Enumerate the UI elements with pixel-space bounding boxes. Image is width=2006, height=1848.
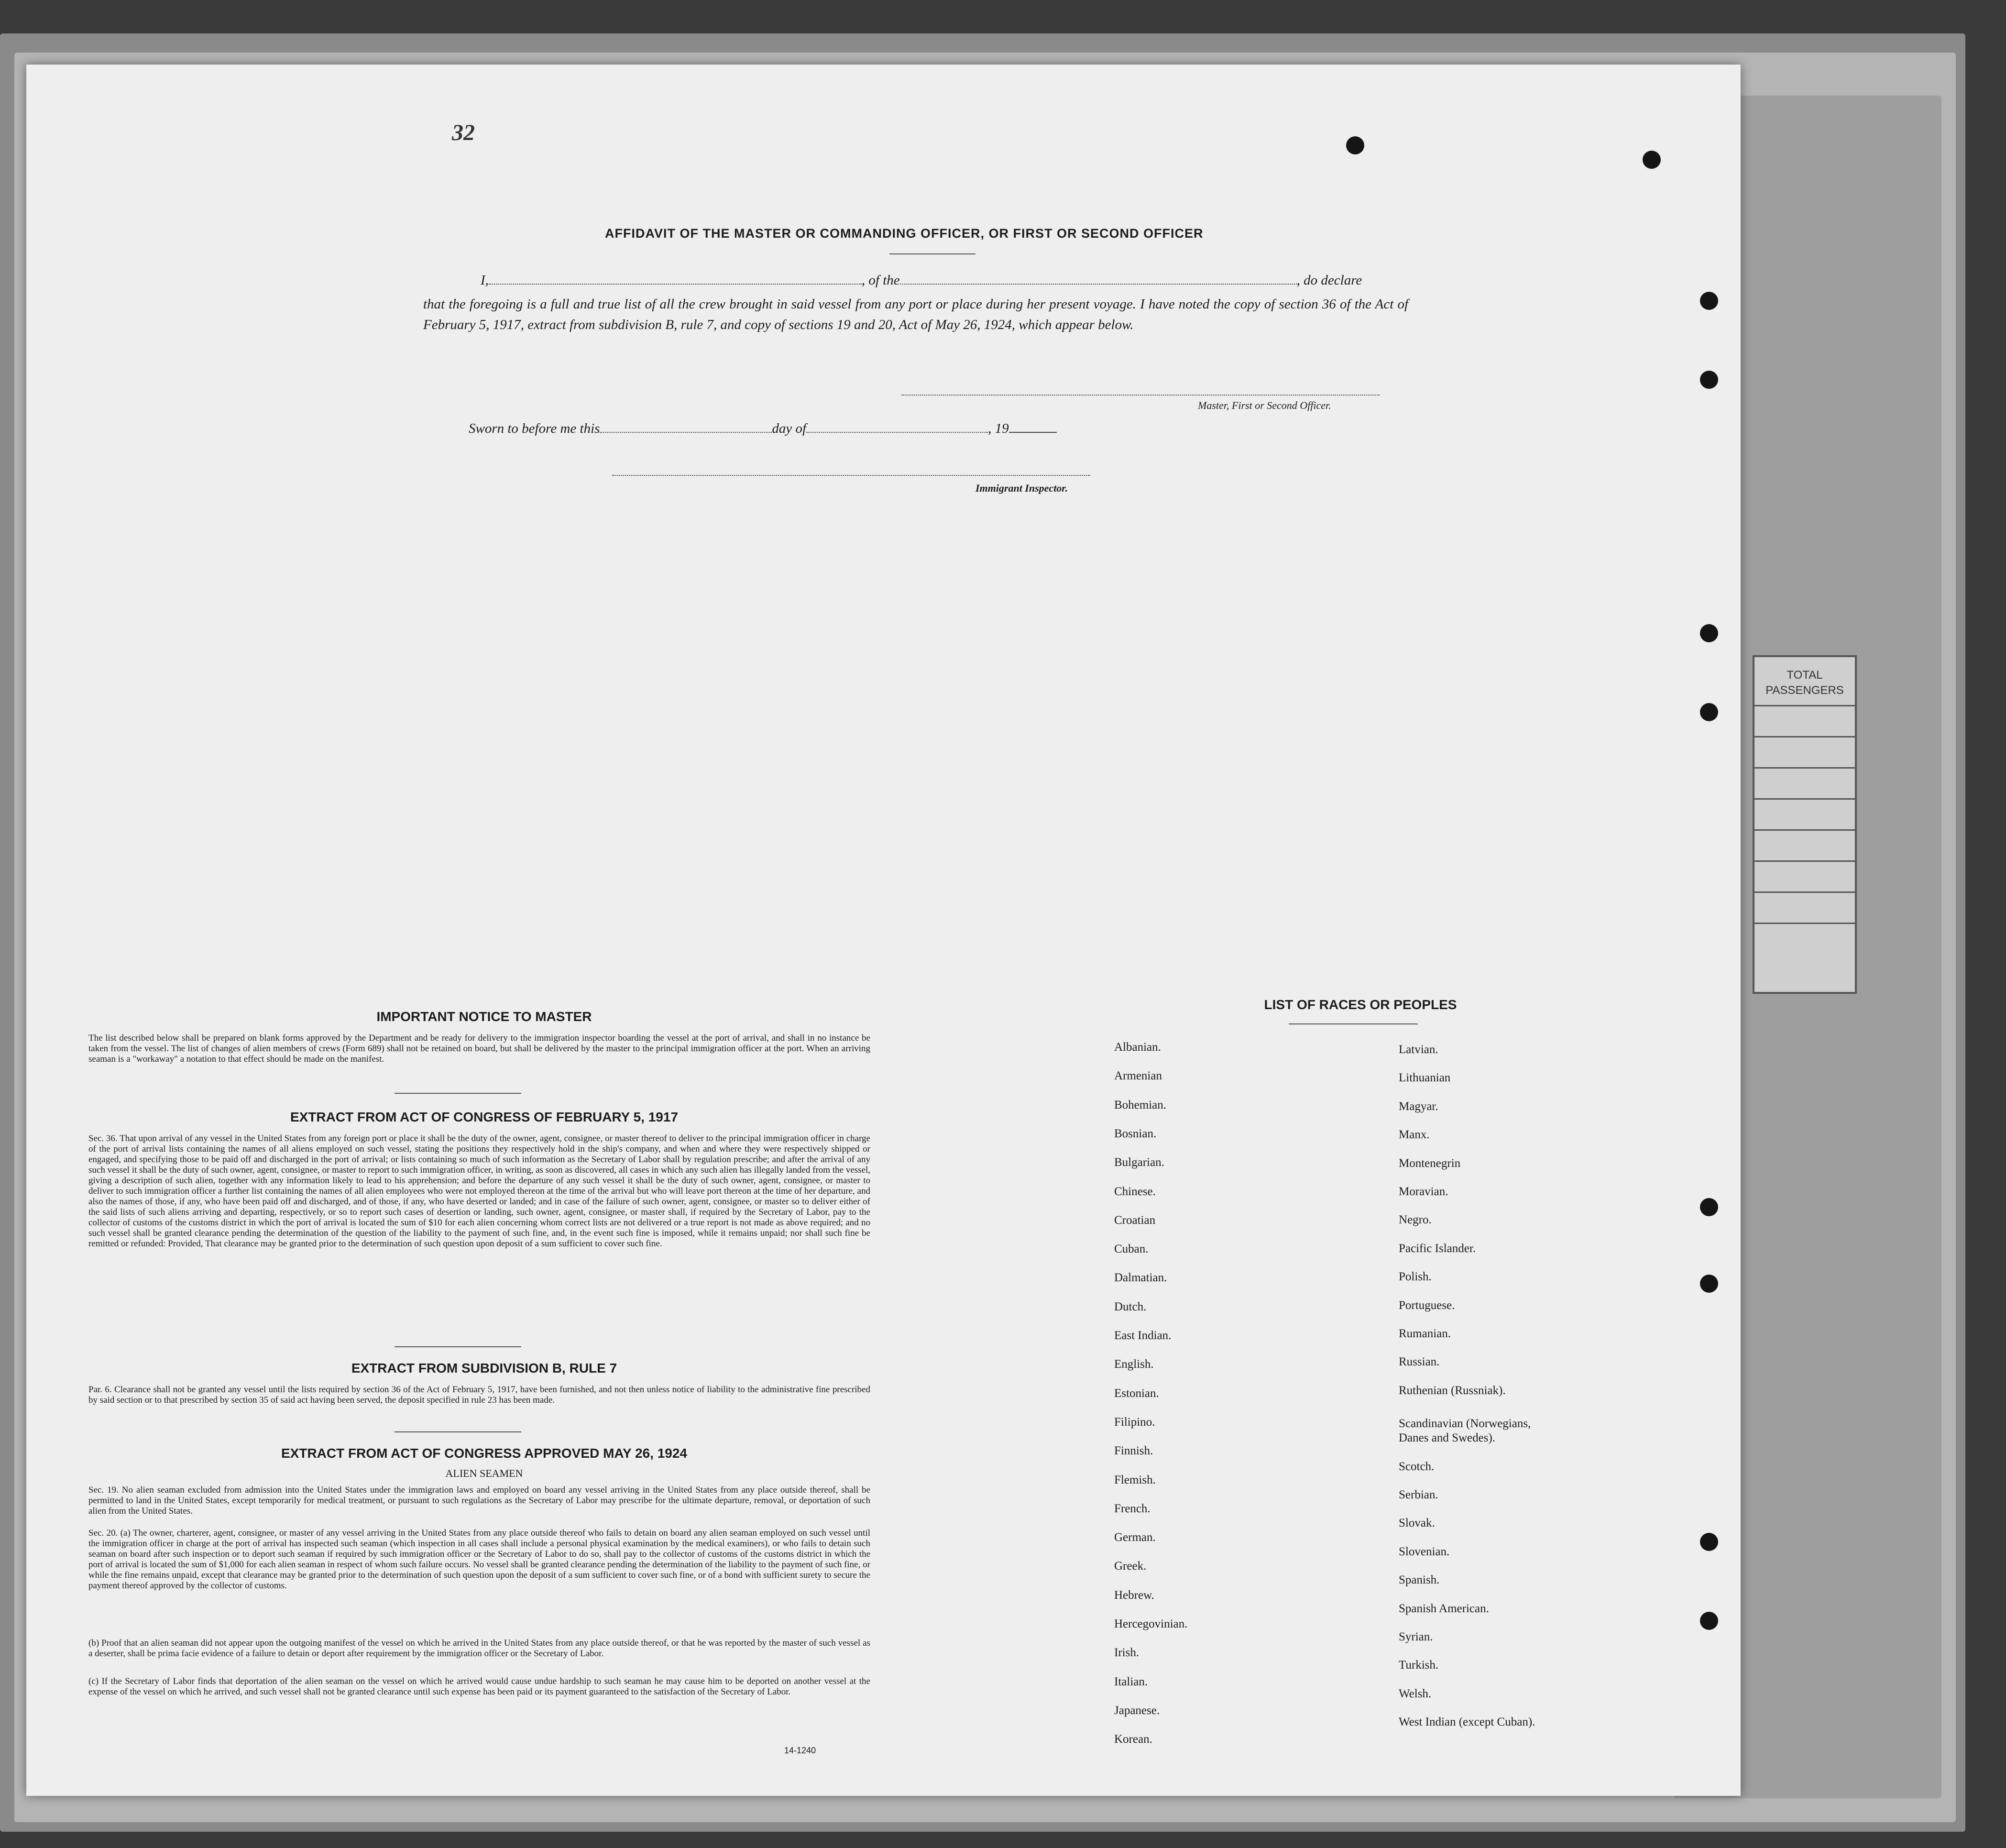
total-label: TOTAL <box>1787 669 1823 682</box>
name-field[interactable] <box>489 284 862 285</box>
race-item: Montenegrin <box>1399 1156 1461 1170</box>
total-passengers-box <box>1753 655 1857 994</box>
race-item: Italian. <box>1114 1675 1148 1688</box>
race-item: Korean. <box>1114 1733 1152 1746</box>
punch-hole <box>1700 1198 1718 1216</box>
race-item: Welsh. <box>1399 1687 1432 1700</box>
declaration-declare: , do declare <box>1296 273 1362 288</box>
divider <box>1289 1023 1418 1024</box>
race-item: English. <box>1114 1358 1154 1371</box>
race-item: Bulgarian. <box>1114 1156 1164 1169</box>
section-20b-body: (b) Proof that an alien seaman did not appear upon the outgoing manifest of the vessel on which he arrived in the United States from any place outside thereof, or that he was reported by the master of such vessel as a deserter, shall be prima facie evidence of a failure to detain or deport after requirement by the immigration officer or the Secretary of Labor. <box>88 1638 870 1659</box>
subdivision-b-title: EXTRACT FROM SUBDIVISION B, RULE 7 <box>351 1361 617 1375</box>
extract-1917-title: EXTRACT FROM ACT OF CONGRESS OF FEBRUARY 5, 1917 <box>290 1110 679 1124</box>
race-item: Bosnian. <box>1114 1127 1157 1140</box>
race-item: Latvian. <box>1399 1043 1438 1056</box>
tally-row <box>1754 798 1855 829</box>
race-item: Slovak. <box>1399 1517 1435 1530</box>
inspector-label: Immigrant Inspector. <box>976 482 1068 494</box>
signature-line[interactable] <box>901 395 1380 396</box>
tally-row <box>1754 891 1855 923</box>
race-item: Flemish. <box>1114 1473 1156 1486</box>
race-item: Finnish. <box>1114 1444 1153 1458</box>
punch-hole <box>1700 1533 1718 1551</box>
race-item: Hebrew. <box>1114 1588 1154 1602</box>
race-item: Estonian. <box>1114 1386 1159 1400</box>
section-20c-body: (c) If the Secretary of Labor finds that deportation of the alien seaman on the vessel on which he arrived would cause undue hardship to such seaman he may cause him to be deported on another vessel at the expense of the vessel on which he arrived, and such vessel shall not be granted clearance until such expense has been paid or its payment guaranteed to the satisfaction of the Secretary of Labor. <box>88 1676 870 1697</box>
race-item: Rumanian. <box>1399 1327 1451 1340</box>
notice-body: The list described below shall be prepared on blank forms approved by the Department and be ready for delivery to the immigration inspector boarding the vessel at the port of arrival, and shall in no instance be taken from the vessel. The list of changes of alien members of crews (Form 689) shall not be retained on board, but shall be delivered by the master to the principal immigration officer at the port. When an arriving seaman is a "workaway" a notation to that effect should be made on the manifest. <box>88 1033 870 1064</box>
race-item: Manx. <box>1399 1128 1430 1142</box>
sworn-line <box>469 421 1138 437</box>
declaration-of: , of the <box>861 273 900 288</box>
race-item: Bohemian. <box>1114 1098 1167 1111</box>
divider <box>889 253 976 254</box>
vessel-field[interactable] <box>900 284 1297 285</box>
race-item: Greek. <box>1114 1560 1147 1573</box>
race-item: Spanish. <box>1399 1573 1440 1587</box>
race-item: Dutch. <box>1114 1300 1147 1313</box>
tally-row <box>1754 767 1855 798</box>
race-item: East Indian. <box>1114 1329 1172 1342</box>
punch-hole <box>1700 292 1718 310</box>
section-20a-body: Sec. 20. (a) The owner, charterer, agent, consignee, or master of any vessel arriving in the United States from any place outside thereof who fails to detain on board any alien seaman employed on such vessel until the immigration officer in charge at the port of arrival has inspected such seaman (which inspection in all cases shall include a personal physical examination by the medical examiners), or who fails to detain such seaman on board after such inspection or to deport such seaman if required by such immigration officer or the Secretary of Labor to do so, shall pay to the collector of customs of the customs district in which the port of arrival is located the sum of $1,000 for each alien seaman in respect of whom such failure occurs. No vessel shall be granted clearance pending the determination of the liability to the payment of such fine, or while the fine remains unpaid, except that clearance may be granted prior to the determination of such question upon the deposit of a sum sufficient to cover such fine, or of a bond with sufficient surety to secure the payment thereof approved by the collector of customs. <box>88 1528 870 1591</box>
signature-label: Master, First or Second Officer. <box>1198 399 1331 411</box>
declaration-i: I, <box>481 273 489 288</box>
sworn-month-field[interactable] <box>806 432 988 433</box>
document-page <box>26 65 1741 1796</box>
sworn-day: day of <box>772 421 807 436</box>
race-item: West Indian (except Cuban). <box>1399 1716 1535 1729</box>
races-column-1 <box>1114 1040 1353 1758</box>
extract-1917-body: Sec. 36. That upon arrival of any vessel in the United States from any foreign port or place it shall be the duty of the owner, agent, consignee, or master thereof to deliver to the principal immigration officer in charge of the port of arrival lists containing the names of all aliens employed on such vessel, stating the positions they respectively hold in the ship's company, and when and where they were respectively shipped or engaged, and specifying those to be paid off and discharged in the port of arrival; or lists containing so much of such information as the Secretary of Labor shall by regulation prescribe; and after the arrival of any such vessel it shall be the duty of such owner, agent, consignee, or master to report to such immigration officer, in writing, as soon as discovered, all cases in which any such alien has illegally landed from the vessel, giving a description of such alien, together with any information likely to lead to his apprehension; and before the departure of any such vessel it shall be the duty of such owner, agent, consignee, or master to deliver to such immigration officer a further list containing the names of all alien employees who were not employed thereon at the time of the arrival but who will leave port thereon at the time of her departure, and also the names of those, if any, who have been paid off and discharged, and of those, if any, who have deserted or landed; and in case of the failure of such owner, agent, consignee, or master so to deliver either of the said lists of such aliens arriving and departing, respectively, or so to report such cases of desertion or landing, such owner, agent, consignee, or master shall, if required by the Secretary of Labor, pay to the collector of customs of the customs district in which the port of arrival is located the sum of $10 for each alien concerning whom correct lists are not delivered or a true report is not made as above required; and no such vessel shall be granted clearance pending the determination of the question of the liability to the payment of such fine, and, in the event such fine is imposed, while it remains unpaid; nor shall such fine be remitted or refunded: Provided, That clearance may be granted prior to the determination of such question upon deposit of a sum sufficient to cover such fine. <box>88 1133 870 1249</box>
race-item: Magyar. <box>1399 1100 1438 1113</box>
races-column-2 <box>1399 1043 1686 1760</box>
declaration-line <box>481 273 1408 288</box>
affidavit-title: AFFIDAVIT OF THE MASTER OR COMMANDING OFFICER, OR FIRST OR SECOND OFFICER <box>605 226 1204 241</box>
punch-hole <box>1700 371 1718 389</box>
extract-1924-subtitle: ALIEN SEAMEN <box>445 1467 523 1479</box>
race-item: French. <box>1114 1502 1151 1515</box>
race-item: Armenian <box>1114 1069 1162 1083</box>
race-item: Albanian. <box>1114 1041 1161 1054</box>
sworn-prefix: Sworn to before me this <box>469 421 600 436</box>
race-item: Scandinavian (Norwegians, Danes and Swedes). <box>1399 1417 1531 1445</box>
punch-hole <box>1700 1612 1718 1630</box>
tally-row <box>1754 829 1855 860</box>
passengers-label: PASSENGERS <box>1765 684 1844 697</box>
race-item: Negro. <box>1399 1213 1432 1227</box>
race-item: Scotch. <box>1399 1460 1435 1473</box>
races-title: LIST OF RACES OR PEOPLES <box>1264 997 1457 1012</box>
extract-1924-title: EXTRACT FROM ACT OF CONGRESS APPROVED MAY 26, 1924 <box>281 1446 687 1461</box>
race-item: Ruthenian (Russniak). <box>1399 1384 1506 1397</box>
race-item: Syrian. <box>1399 1630 1433 1643</box>
race-item: Dalmatian. <box>1114 1271 1167 1285</box>
punch-hole <box>1700 703 1718 721</box>
punch-hole <box>1700 1275 1718 1293</box>
race-item: Polish. <box>1399 1270 1432 1284</box>
tally-row <box>1754 736 1855 767</box>
punch-hole <box>1643 151 1661 169</box>
affidavit-body: that the foregoing is a full and true list of all the crew brought in said vessel from any port or place during her present voyage. I have noted the copy of section 36 of the Act of February 5, 1917, extract from subdivision B, rule 7, and copy of sections 19 and 20, Act of May 26, 1924, which appear below. <box>423 297 1408 332</box>
divider <box>395 1093 521 1094</box>
race-item: Filipino. <box>1114 1415 1155 1429</box>
race-item: Russian. <box>1399 1355 1440 1369</box>
race-item: Cuban. <box>1114 1243 1149 1256</box>
section-19-body: Sec. 19. No alien seaman excluded from admission into the United States under the immigration laws and employed on board any vessel arriving in the United States from any place outside thereof, shall be permitted to land in the United States, except temporarily for medical treatment, or pursuant to such regulations as the Secretary of Labor may prescribe for the ultimate departure, removal, or deportation of such alien from the United States. <box>88 1485 870 1516</box>
notice-title: IMPORTANT NOTICE TO MASTER <box>376 1009 592 1024</box>
subdivision-b-body: Par. 6. Clearance shall not be granted any vessel until the lists required by section 36 of the Act of February 5, 1917, have been furnished, and not then unless notice of liability to the administrative fine prescribed by said section or to that prescribed by section 35 of said act having been served, the deposit specified in rule 23 has been made. <box>88 1385 870 1405</box>
race-item: Lithuanian <box>1399 1071 1451 1085</box>
divider <box>395 1346 521 1347</box>
race-item: Hercegovinian. <box>1114 1617 1188 1630</box>
tally-row <box>1754 860 1855 891</box>
race-item: Pacific Islander. <box>1399 1242 1476 1255</box>
race-item: German. <box>1114 1531 1156 1544</box>
race-item: Moravian. <box>1399 1185 1448 1198</box>
form-number: 14-1240 <box>784 1746 816 1755</box>
race-item: Irish. <box>1114 1646 1140 1660</box>
tally-row <box>1754 705 1855 736</box>
inspector-signature-line[interactable] <box>612 475 1090 476</box>
sworn-year-field[interactable] <box>1009 432 1057 433</box>
tally-row <box>1754 923 1855 954</box>
sworn-year: , 19 <box>988 421 1009 436</box>
race-item: Serbian. <box>1399 1488 1438 1501</box>
race-item: Slovenian. <box>1399 1545 1450 1558</box>
race-item: Japanese. <box>1114 1704 1160 1717</box>
race-item: Turkish. <box>1399 1659 1439 1672</box>
race-item: Chinese. <box>1114 1185 1156 1198</box>
divider <box>395 1431 521 1432</box>
race-item: Croatian <box>1114 1213 1156 1227</box>
race-item: Portuguese. <box>1399 1298 1455 1312</box>
punch-hole <box>1346 136 1364 154</box>
punch-hole <box>1700 624 1718 642</box>
sworn-date-field[interactable] <box>600 432 772 433</box>
race-item: Spanish American. <box>1399 1602 1489 1615</box>
page-mark: 32 <box>452 120 475 145</box>
